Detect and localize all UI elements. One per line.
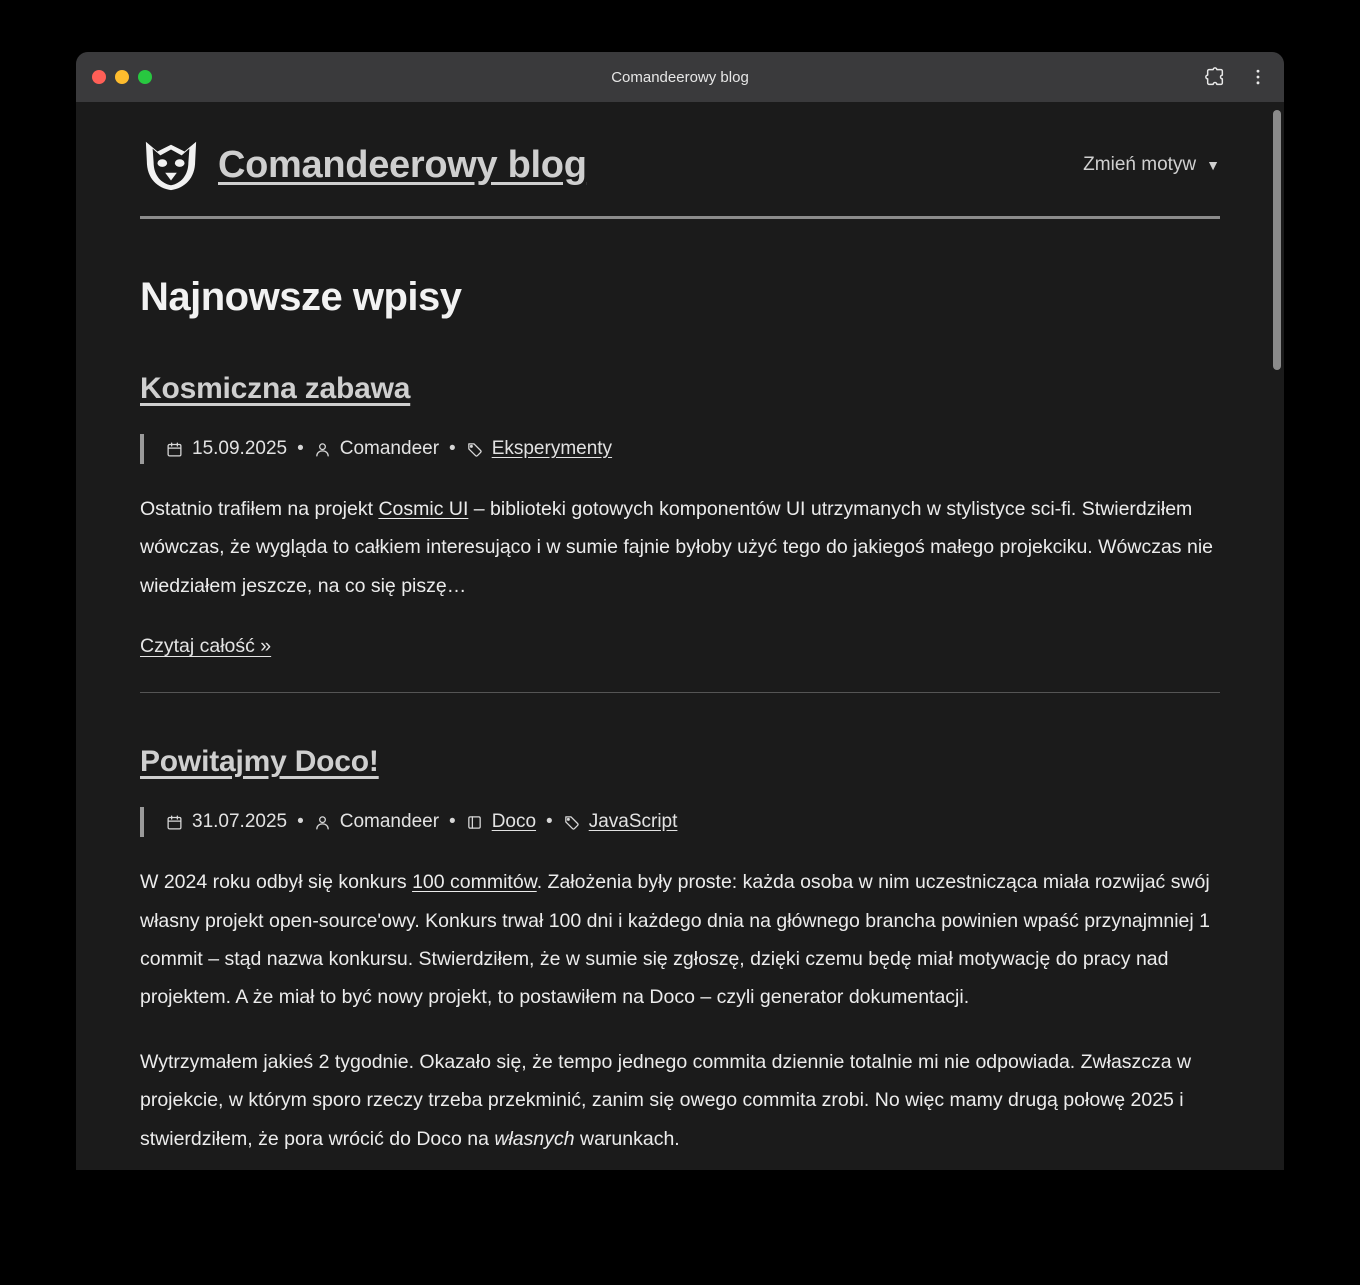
cosmic-ui-link[interactable]: Cosmic UI xyxy=(378,498,469,520)
maximize-window-button[interactable] xyxy=(138,70,152,84)
page-viewport xyxy=(76,102,1284,1170)
book-icon xyxy=(466,814,483,831)
post-date: 15.09.2025 xyxy=(192,438,288,459)
post-meta xyxy=(140,434,1220,464)
post-date: 31.07.2025 xyxy=(192,811,288,833)
post-tag-link[interactable]: Eksperymenty xyxy=(491,438,613,459)
calendar-icon xyxy=(166,441,183,458)
vertical-scrollbar[interactable] xyxy=(1270,102,1284,1170)
post-author: Comandeer xyxy=(339,438,440,459)
blog-page xyxy=(76,102,1284,1170)
post-paragraph-1 xyxy=(140,863,1220,1017)
site-header xyxy=(140,136,1220,219)
minimize-window-button[interactable] xyxy=(115,70,129,84)
paragraph-text-before: W 2024 roku odbył się konkurs xyxy=(140,871,413,894)
post-item xyxy=(140,372,1220,693)
puzzle-icon[interactable] xyxy=(1204,66,1226,88)
theme-switcher-label: Zmień motyw xyxy=(1083,154,1197,175)
close-window-button[interactable] xyxy=(92,70,106,84)
post-project-link[interactable]: Doco xyxy=(491,811,537,833)
page-title: Najnowsze wpisy xyxy=(140,275,462,319)
post-title-link[interactable]: Powitajmy Doco! xyxy=(140,745,379,779)
kebab-menu-icon[interactable] xyxy=(1248,67,1268,87)
window-title: Comandeerowy blog xyxy=(611,68,749,86)
site-title-link[interactable]: Comandeerowy blog xyxy=(218,143,587,186)
paragraph2-text-part2: warunkach. xyxy=(574,1127,680,1150)
user-icon xyxy=(314,441,331,458)
chevron-down-icon: ▼ xyxy=(1206,157,1220,173)
post-item xyxy=(140,745,1220,1158)
traffic-light-controls[interactable] xyxy=(92,70,152,84)
meta-separator: • xyxy=(449,438,456,459)
post-author: Comandeer xyxy=(339,811,440,833)
scrollbar-thumb[interactable] xyxy=(1273,110,1281,370)
post-excerpt xyxy=(140,490,1220,605)
post-meta xyxy=(140,807,1220,837)
window-titlebar xyxy=(76,52,1284,102)
calendar-icon xyxy=(166,814,183,831)
meta-separator: • xyxy=(297,438,304,459)
meta-separator: • xyxy=(297,811,304,833)
tag-icon xyxy=(563,814,580,831)
browser-window xyxy=(76,52,1284,1170)
hundred-commits-link[interactable]: 100 commitów xyxy=(412,871,537,894)
meta-separator: • xyxy=(449,811,456,833)
theme-switcher[interactable] xyxy=(1083,154,1220,176)
paragraph-text-after: . Założenia były proste: każda osoba w nim uczestnicząca miała rozwijać swój własny projekt open-source'owy. Konkurs trwał 100 dni i każdego dnia na głównego brancha powinien wpaść przynajmniej 1 commit – stąd nazwa konkursu. Stwierdziłem, że w sumie się zgłoszę, dzięki czemu będę miał motywację do pracy nad projektem. A że miał to być nowy projekt, to postawiłem na Doco – czyli generator dokumentacji. xyxy=(140,871,1210,1009)
read-more-link[interactable]: Czytaj całość » xyxy=(140,635,272,658)
tag-icon xyxy=(466,441,483,458)
paragraph2-emphasis: własnych xyxy=(494,1127,575,1150)
post-tag-link[interactable]: JavaScript xyxy=(588,811,678,833)
excerpt-text-after: – biblioteki gotowych komponentów UI utrzymanych w stylistyce sci-fi. Stwierdziłem wówczas, że wygląda to całkiem interesująco i w sumie fajnie byłoby użyć tego do jakiegoś małego projekciku. Wówczas nie wiedziałem jeszcze, na co się piszę… xyxy=(140,498,1213,597)
excerpt-text-before: Ostatnio trafiłem na projekt xyxy=(140,498,379,520)
user-icon xyxy=(314,814,331,831)
post-divider xyxy=(140,692,1220,693)
wolf-head-logo[interactable] xyxy=(140,136,202,194)
paragraph2-text-part1: Wytrzymałem jakieś 2 tygodnie. Okazało się, że tempo jednego commita dziennie totalnie mi nie odpowiada. Zwłaszcza w projekcie, w którym sporo rzeczy trzeba przekminić, zanim się owego commita zrobi. No więc mamy drugą połowę 2025 i stwierdziłem, że pora wrócić do Doco na xyxy=(140,1050,1192,1150)
post-title-link[interactable]: Kosmiczna zabawa xyxy=(140,372,411,405)
meta-separator: • xyxy=(546,811,553,833)
post-paragraph-2 xyxy=(140,1043,1220,1158)
